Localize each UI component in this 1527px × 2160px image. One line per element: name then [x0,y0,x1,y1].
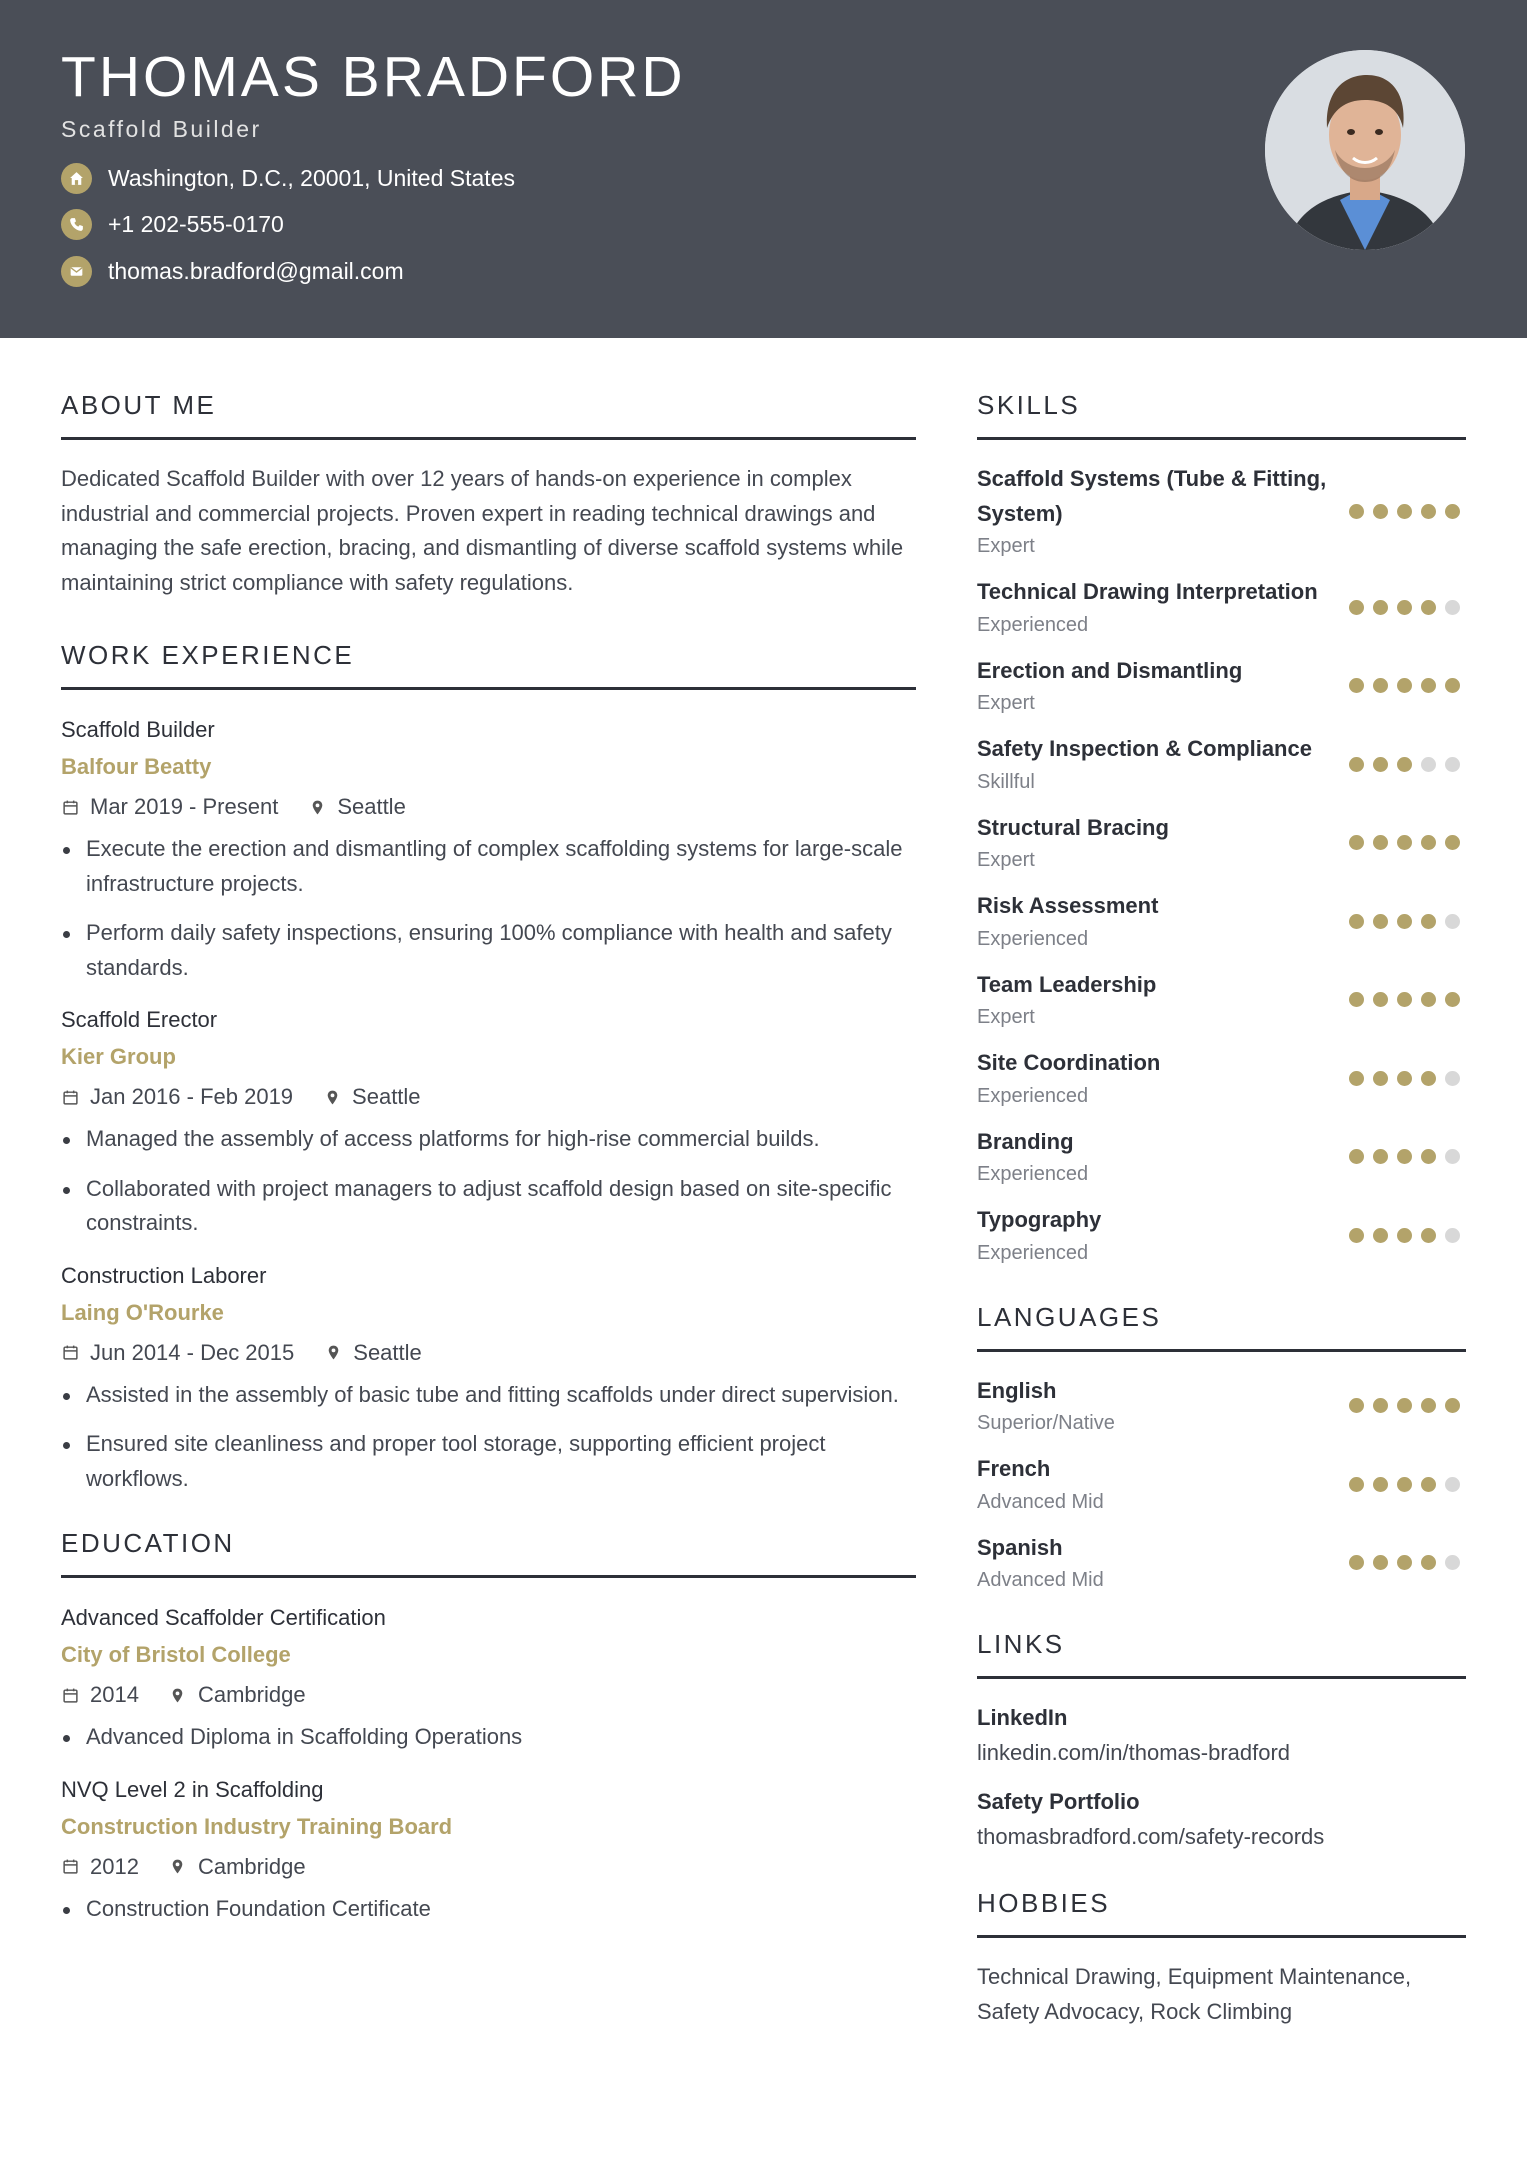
item-level: Expert [977,849,1035,871]
entry-meta [61,1082,916,1112]
education-entry [61,1775,916,1927]
list-item: Construction Foundation Certificate [61,1892,916,1927]
section-divider [977,1676,1466,1679]
rating-dot-filled [1349,1149,1364,1164]
item-level: Experienced [977,613,1089,636]
rating-dot-filled [1373,600,1388,615]
link-label: LinkedIn [977,1705,1068,1730]
rating-dot-filled [1445,504,1460,519]
about-section [61,390,916,600]
rating-dot-filled [1397,1555,1412,1570]
rating-dot-empty [1445,1477,1460,1492]
rating-dot-filled [1421,992,1436,1007]
rating-dot-empty [1445,1228,1460,1243]
item-level: Advanced Mid [977,1490,1104,1513]
education-year: 2014 [90,1682,139,1707]
rating-dot-filled [1397,600,1412,615]
rating-dots [1349,600,1460,615]
rated-item [977,1125,1466,1190]
list-item: Perform daily safety inspections, ensuring 100% compliance with health and safety standards. [61,916,916,985]
item-level: Superior/Native [977,1412,1115,1434]
experience-entry [61,715,916,985]
rating-dot-empty [1445,1071,1460,1086]
right-column [977,338,1466,2029]
rating-dots [1349,992,1460,1007]
education-location: Cambridge [197,1853,306,1879]
rating-dot-filled [1349,835,1364,850]
rating-dot-filled [1349,1477,1364,1492]
rating-dot-filled [1349,1398,1364,1413]
about-heading: ABOUT ME [61,390,217,420]
candidate-name: THOMAS BRADFORD [61,45,686,109]
skills-section [977,390,1466,1268]
rating-dot-filled [1421,678,1436,693]
rating-dot-filled [1397,1398,1412,1413]
rating-dots [1349,678,1460,693]
phone-text: +1 202-555-0170 [108,211,284,237]
item-level: Experienced [977,1163,1089,1185]
rating-dots [1349,1071,1460,1086]
job-role: Scaffold Builder [61,717,215,742]
rating-dot-filled [1373,1477,1388,1492]
rating-dot-filled [1373,678,1388,693]
left-column [61,338,916,1941]
links-heading: LINKS [977,1629,1065,1659]
rating-dot-filled [1373,504,1388,519]
home-icon [61,163,92,194]
links-section [977,1629,1466,1854]
rated-item [977,1531,1466,1596]
degree-name: NVQ Level 2 in Scaffolding [61,1776,324,1802]
section-divider [977,1349,1466,1352]
rating-dot-filled [1373,1149,1388,1164]
location-pin-icon [169,1858,187,1876]
job-title: Scaffold Builder [61,116,262,142]
job-location: Seattle [337,794,406,819]
email-text[interactable]: thomas.bradford@gmail.com [108,258,404,284]
item-name: Team Leadership [977,971,1157,997]
school-name: Construction Industry Training Board [61,1813,453,1839]
rating-dot-filled [1397,1477,1412,1492]
item-name: Risk Assessment [977,893,1159,918]
address-text: Washington, D.C., 20001, United States [108,165,515,191]
skills-heading: SKILLS [977,390,1081,420]
link-label: Safety Portfolio [977,1789,1140,1814]
job-bullets [61,832,916,985]
contact-address [61,163,515,194]
rating-dot-filled [1349,1555,1364,1570]
entry-meta [61,792,916,822]
entry-meta [61,1338,916,1368]
company-name: Balfour Beatty [61,754,212,779]
education-location: Cambridge [197,1682,306,1707]
rated-item [977,575,1466,640]
languages-list [977,1374,1466,1596]
rating-dot-filled [1373,1398,1388,1413]
rating-dot-empty [1445,1149,1460,1164]
item-name: Scaffold Systems (Tube & Fitting, System) [977,466,1327,526]
profile-photo [1265,50,1465,250]
rating-dot-filled [1349,757,1364,772]
item-name: Structural Bracing [977,814,1169,840]
calendar-icon [61,1686,79,1704]
rated-item [977,1452,1466,1517]
rating-dot-empty [1445,1555,1460,1570]
rating-dot-empty [1421,757,1436,772]
contact-phone [61,209,284,240]
rated-item [977,1203,1466,1268]
mail-icon [61,256,92,287]
job-dates: Mar 2019 - Present [90,794,279,819]
location-pin-icon [308,798,326,816]
rating-dot-filled [1421,1477,1436,1492]
job-role: Construction Laborer [61,1262,267,1288]
about-text: Dedicated Scaffold Builder with over 12 years of hands-on experience in complex industrial and commercial projects. Proven expert in reading technical drawings and managing the safe erection, bracing, and dismantling of diverse scaffold systems while maintaining strict compliance with safety regulations. [61,466,904,595]
item-name: Safety Inspection & Compliance [977,736,1312,761]
entry-meta [61,1852,916,1882]
section-divider [61,687,916,690]
rating-dot-filled [1421,1149,1436,1164]
rating-dot-empty [1445,914,1460,929]
item-name: Technical Drawing Interpretation [977,579,1318,604]
header-banner [0,0,1527,338]
rating-dot-filled [1373,1555,1388,1570]
rating-dot-filled [1445,992,1460,1007]
item-name: Typography [977,1207,1102,1232]
item-level: Skillful [977,770,1035,793]
education-bullets [61,1720,916,1755]
contact-email[interactable] [61,256,404,287]
experience-section [61,640,916,1496]
link-url[interactable]: linkedin.com/in/thomas-bradford [977,1739,1291,1765]
experience-entry [61,1261,916,1497]
rating-dots [1349,835,1460,850]
rating-dot-filled [1373,914,1388,929]
rated-item [977,811,1466,876]
rating-dot-filled [1421,504,1436,519]
education-heading: EDUCATION [61,1528,235,1558]
item-name: French [977,1456,1051,1481]
rating-dot-filled [1397,992,1412,1007]
rating-dots [1349,757,1460,772]
rating-dot-filled [1397,1071,1412,1086]
calendar-icon [61,1344,79,1362]
hobbies-section [977,1888,1466,2029]
rating-dot-filled [1349,914,1364,929]
rating-dot-filled [1397,835,1412,850]
company-name: Laing O'Rourke [61,1299,224,1325]
entry-meta [61,1680,916,1710]
item-name: English [977,1377,1057,1403]
rating-dot-filled [1349,600,1364,615]
item-level: Experienced [977,1084,1089,1107]
list-item: Execute the erection and dismantling of complex scaffolding systems for large-scale infrastructure projects. [61,832,916,901]
item-name: Site Coordination [977,1050,1161,1075]
rating-dot-filled [1349,1228,1364,1243]
section-divider [977,437,1466,440]
education-entry [61,1603,916,1755]
rating-dot-filled [1397,914,1412,929]
rated-item [977,654,1466,719]
rated-item [977,968,1466,1033]
item-name: Branding [977,1128,1074,1154]
rating-dot-filled [1373,757,1388,772]
rating-dot-filled [1373,1228,1388,1243]
rating-dot-filled [1421,600,1436,615]
languages-section [977,1302,1466,1596]
item-level: Experienced [977,1241,1089,1264]
rating-dot-filled [1421,1228,1436,1243]
link-item[interactable] [977,1785,1466,1854]
rating-dot-filled [1445,1398,1460,1413]
job-location: Seattle [353,1339,422,1365]
skills-list [977,462,1466,1268]
education-year: 2012 [90,1853,139,1879]
rating-dot-filled [1421,1398,1436,1413]
list-item: Collaborated with project managers to adjust scaffold design based on site-specific constraints. [61,1172,916,1241]
list-item: Advanced Diploma in Scaffolding Operations [61,1720,916,1755]
job-dates: Jun 2014 - Dec 2015 [90,1339,295,1365]
rating-dot-filled [1373,835,1388,850]
company-name: Kier Group [61,1044,176,1069]
experience-heading: WORK EXPERIENCE [61,640,355,670]
rated-item [977,1046,1466,1111]
rated-item [977,732,1466,797]
school-name: City of Bristol College [61,1642,291,1667]
rating-dot-empty [1445,757,1460,772]
location-pin-icon [169,1686,187,1704]
calendar-icon [61,1858,79,1876]
job-role: Scaffold Erector [61,1007,218,1032]
location-pin-icon [323,1088,341,1106]
link-item[interactable] [977,1701,1466,1770]
rating-dots [1349,1477,1460,1492]
rating-dot-filled [1397,504,1412,519]
education-bullets [61,1892,916,1927]
hobbies-heading: HOBBIES [977,1888,1111,1918]
rating-dot-filled [1421,835,1436,850]
rating-dot-filled [1421,914,1436,929]
location-pin-icon [324,1344,342,1362]
rating-dot-filled [1421,1071,1436,1086]
rating-dot-empty [1445,600,1460,615]
rated-item [977,1374,1466,1439]
rating-dot-filled [1349,992,1364,1007]
list-item: Ensured site cleanliness and proper tool storage, supporting efficient project workflows. [61,1427,916,1496]
item-level: Expert [977,692,1035,714]
rating-dots [1349,1555,1460,1570]
rating-dot-filled [1349,1071,1364,1086]
item-level: Experienced [977,927,1089,950]
rating-dot-filled [1349,504,1364,519]
rating-dots [1349,1228,1460,1243]
job-dates: Jan 2016 - Feb 2019 [90,1084,294,1109]
rating-dots [1349,1149,1460,1164]
rated-item [977,889,1466,954]
job-bullets [61,1378,916,1497]
rating-dot-filled [1373,1071,1388,1086]
rating-dot-filled [1445,678,1460,693]
rating-dot-filled [1349,678,1364,693]
rating-dots [1349,914,1460,929]
rating-dot-filled [1397,757,1412,772]
languages-heading: LANGUAGES [977,1301,1162,1332]
education-section [61,1528,916,1926]
list-item: Assisted in the assembly of basic tube and fitting scaffolds under direct supervision. [61,1378,916,1413]
item-level: Expert [977,1006,1035,1028]
phone-icon [61,209,92,240]
degree-name: Advanced Scaffolder Certification [61,1605,386,1630]
link-url[interactable]: thomasbradford.com/safety-records [977,1823,1325,1849]
item-level: Expert [977,535,1035,557]
rating-dot-filled [1373,992,1388,1007]
rating-dot-filled [1397,1228,1412,1243]
rating-dot-filled [1445,835,1460,850]
section-divider [61,437,916,440]
hobbies-text: Technical Drawing, Equipment Maintenance, Safety Advocacy, Rock Climbing [977,1964,1412,2024]
job-bullets [61,1122,916,1241]
calendar-icon [61,1088,79,1106]
rating-dots [1349,504,1460,519]
experience-entry [61,1005,916,1241]
calendar-icon [61,798,79,816]
rating-dot-filled [1421,1555,1436,1570]
list-item: Managed the assembly of access platforms for high-rise commercial builds. [61,1122,916,1157]
section-divider [977,1935,1466,1938]
rated-item [977,462,1466,561]
item-name: Erection and Dismantling [977,657,1243,683]
item-level: Advanced Mid [977,1569,1104,1591]
rating-dots [1349,1398,1460,1413]
section-divider [61,1575,916,1578]
item-name: Spanish [977,1534,1063,1560]
job-location: Seattle [352,1084,421,1109]
rating-dot-filled [1397,678,1412,693]
rating-dot-filled [1397,1149,1412,1164]
